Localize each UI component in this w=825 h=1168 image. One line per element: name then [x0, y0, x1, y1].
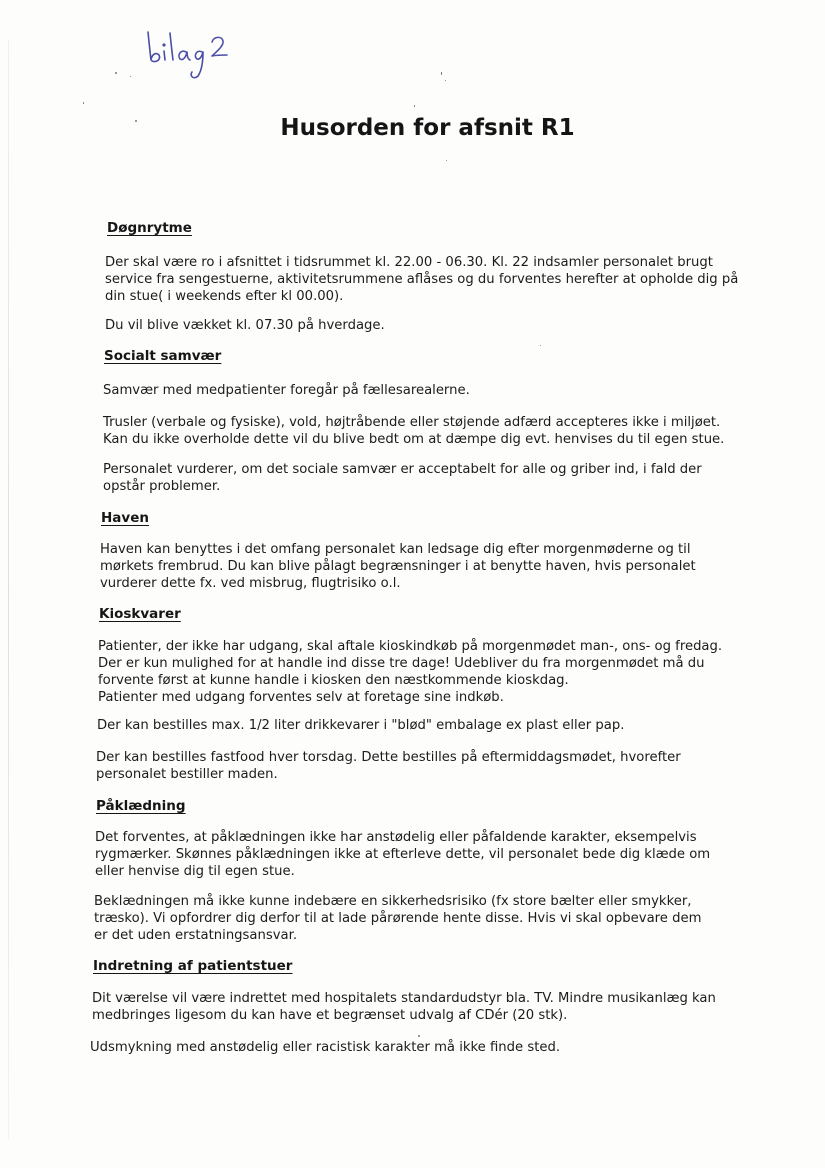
text-line: Haven kan benyttes i det omfang personalet kan ledsage dig efter morgenmøderne og til	[100, 542, 691, 557]
paragraph	[105, 254, 738, 305]
text-line: Det forventes, at påklædningen ikke har anstødelig eller påfaldende karakter, eksempelvis	[95, 830, 697, 845]
paragraph	[95, 829, 710, 880]
text-line: Udsmykning med anstødelig eller racistisk karakter må ikke finde sted.	[90, 1040, 561, 1055]
section-heading-dognrytme: Døgnrytme	[107, 220, 192, 236]
text-line: Der kan bestilles fastfood hver torsdag. Dette bestilles på eftermiddagsmødet, hvorefter	[96, 750, 681, 765]
text-line: service fra sengestuerne, aktivitetsrummene aflåses og du forventes herefter at opholde dig på	[105, 272, 739, 287]
text-line: forvente først at kunne handle i kiosken den næstkommende kioskdag.	[98, 673, 569, 688]
text-line: Beklædningen må ikke kunne indebære en sikkerhedsrisiko (fx store bælter eller smykker,	[94, 894, 692, 909]
text-line: rygmærker. Skønnes påklædningen ikke at efterleve dette, vil personalet bede dig klæde om	[95, 847, 711, 862]
text-line: Kan du ikke overholde dette vil du blive bedt om at dæmpe dig evt. henvises du til egen stue.	[103, 432, 725, 447]
text-line: personalet bestiller maden.	[96, 767, 278, 782]
text-line: Patienter, der ikke har udgang, skal aftale kioskindkøb på morgenmødet man-, ons- og fredag.	[98, 639, 723, 654]
text-line: Der skal være ro i afsnittet i tidsrummet kl. 22.00 - 06.30. Kl. 22 indsamler personalet brugt	[105, 255, 713, 270]
text-line: mørkets frembrud. Du kan blive pålagt begrænsninger i at benytte haven, hvis personalet	[100, 559, 696, 574]
text-line: Dit værelse vil være indrettet med hospitalets standardudstyr bla. TV. Mindre musikanlæg kan	[92, 991, 716, 1006]
text-line: eller henvise dig til egen stue.	[95, 864, 295, 879]
paragraph	[103, 461, 702, 495]
paragraph	[98, 638, 722, 706]
text-line: Der er kun mulighed for at handle ind disse tre dage! Udebliver du fra morgenmødet må du	[98, 656, 705, 671]
text-line: Trusler (verbale og fysiske), vold, højtråbende eller støjende adfærd accepteres ikke i miljøet.	[103, 415, 721, 430]
text-line: Patienter med udgang forventes selv at foretage sine indkøb.	[98, 690, 504, 705]
text-line: Du vil blive vækket kl. 07.30 på hverdage.	[105, 318, 385, 333]
text-line: er det uden erstatningsansvar.	[94, 928, 298, 943]
paragraph	[105, 317, 385, 334]
text-line: din stue( i weekends efter kl 00.00).	[105, 289, 344, 304]
section-heading-haven: Haven	[101, 510, 149, 526]
text-line: medbringes ligesom du kan have et begrænset udvalg af CDér (20 stk).	[92, 1008, 568, 1023]
page-title: Husorden for afsnit R1	[280, 115, 575, 141]
paragraph	[96, 749, 681, 783]
paragraph	[97, 717, 624, 734]
text-line: Personalet vurderer, om det sociale samvær er acceptabelt for alle og griber ind, i fald der	[103, 462, 702, 477]
text-line: træsko). Vi opfordrer dig derfor til at lade pårørende hente disse. Hvis vi skal opbevare dem	[94, 911, 702, 926]
section-heading-kioskvarer: Kioskvarer	[99, 606, 181, 622]
text-line: opstår problemer.	[103, 479, 221, 494]
paragraph	[103, 414, 724, 448]
text-line: vurderer dette fx. ved misbrug, flugtrisiko o.l.	[100, 576, 401, 591]
section-heading-indretning: Indretning af patientstuer	[93, 958, 293, 974]
paragraph	[100, 541, 696, 592]
paragraph	[103, 382, 470, 399]
text-line: Samvær med medpatienter foregår på fællesarealerne.	[103, 383, 470, 398]
text-line: Der kan bestilles max. 1/2 liter drikkevarer i "blød" embalage ex plast eller pap.	[97, 718, 625, 733]
section-heading-paklaedning: Påklædning	[96, 798, 186, 814]
section-heading-socialt-samvaer: Socialt samvær	[104, 348, 222, 364]
paragraph	[90, 1039, 560, 1056]
paragraph	[92, 990, 716, 1024]
paragraph	[94, 893, 701, 944]
